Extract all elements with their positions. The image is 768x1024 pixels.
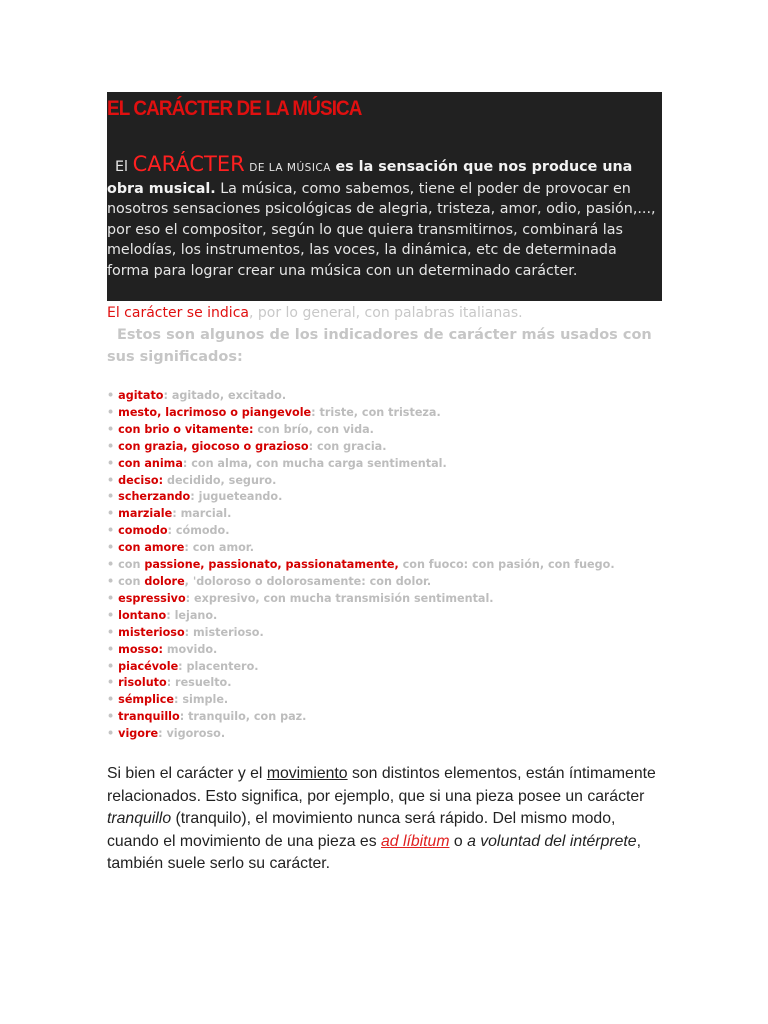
bullet-icon: • [107, 574, 115, 588]
term-item [107, 726, 662, 743]
term-item [107, 473, 662, 490]
bullet-icon: • [107, 591, 115, 605]
closing-italic-2: a voluntad del intérprete [467, 832, 637, 850]
term-item [107, 422, 662, 439]
term-item [107, 439, 662, 456]
closing-text-5: , también suele serlo su carácter. [107, 832, 641, 873]
term-prefix: con [118, 574, 145, 588]
term-name: lontano [118, 608, 167, 622]
term-name: misterioso [118, 625, 185, 639]
term-name: sémplice [118, 693, 174, 707]
closing-text-3: (tranquilo), el movimiento nunca será rápido. Del mismo modo, cuando el movimiento de una pieza es [107, 810, 616, 850]
bullet-icon: • [107, 558, 115, 572]
term-name: con amore [118, 541, 185, 555]
term-item [107, 608, 662, 625]
page-title: EL CARÁCTER DE LA MÚSICA [107, 97, 362, 120]
term-definition: : agitado, excitado. [163, 389, 287, 402]
term-name: agitato [118, 389, 164, 402]
closing-text-1: Si bien el carácter y el [107, 765, 267, 783]
intro-de-la-musica: DE LA MÚSICA [249, 162, 331, 174]
bullet-icon: • [107, 625, 115, 639]
term-item [107, 405, 662, 422]
intro-caracter: CARÁCTER [132, 152, 245, 176]
term-definition: : jugueteando. [190, 490, 283, 504]
bullet-icon: • [107, 710, 115, 724]
term-name: deciso: [118, 473, 164, 487]
term-name: risoluto [118, 676, 167, 690]
term-definition: : con gracia. [308, 439, 387, 453]
term-definition: : cómodo. [167, 524, 230, 538]
bullet-icon: • [107, 727, 115, 741]
term-item [107, 506, 662, 523]
bullet-icon: • [107, 422, 115, 436]
term-definition: : expresivo, con mucha transmisión sentimental. [185, 591, 494, 605]
term-name: dolore [144, 574, 185, 588]
term-item [107, 456, 662, 473]
term-definition: : simple. [173, 693, 229, 707]
subheading: Estos son algunos de los indicadores de carácter más usados con sus significados: [107, 327, 652, 365]
indicate-red: El carácter se indica [107, 305, 249, 321]
term-name: vigore [118, 727, 159, 741]
intro-bold: es la sensación que nos produce una obra musical. [107, 159, 633, 197]
term-name: scherzando [118, 490, 191, 504]
term-definition: : resuelto. [166, 676, 232, 690]
term-definition: : triste, con tristeza. [311, 405, 441, 419]
term-name: espressivo [118, 591, 186, 605]
term-item [107, 489, 662, 506]
bullet-icon: • [107, 405, 115, 419]
bullet-icon: • [107, 693, 115, 707]
term-item [107, 523, 662, 540]
term-name: mosso: [118, 642, 163, 656]
term-item [107, 557, 662, 574]
term-name: mesto, lacrimoso o piangevole [118, 405, 312, 419]
bullet-icon: • [107, 659, 115, 673]
term-name: comodo [118, 524, 168, 538]
term-name: con brio o vitamente: [118, 422, 254, 436]
document-page [107, 92, 662, 876]
term-definition: decidido, seguro. [163, 473, 277, 487]
term-list [107, 388, 662, 743]
term-definition: : con alma, con mucha carga sentimental. [182, 456, 447, 470]
term-name: tranquillo [118, 710, 180, 724]
term-name: marziale [118, 507, 173, 521]
intro-body: La música, como sabemos, tiene el poder de provocar en nosotros sensaciones psicológicas de alegria, tristeza, amor, odio, pasión,..., por eso el compositor, según lo que quiera transmitirnos, combinará las melodías, los instrumentos, las voces, la dinámica, etc de determinada forma para lograr crear una música con un determinado carácter. [107, 180, 656, 279]
bullet-icon: • [107, 507, 115, 521]
ad-libitum-link[interactable]: ad líbitum [381, 832, 450, 850]
term-definition: : marcial. [172, 507, 232, 521]
term-item [107, 574, 662, 591]
term-prefix: con [118, 558, 145, 572]
term-definition: : lejano. [166, 608, 218, 622]
term-item [107, 709, 662, 726]
term-definition: : vigoroso. [158, 727, 226, 741]
bullet-icon: • [107, 676, 115, 690]
term-definition: : con amor. [184, 541, 254, 555]
bullet-icon: • [107, 456, 115, 470]
movimiento-link[interactable]: movimiento [266, 765, 348, 783]
term-name: passione, passionato, passionatamente, [144, 558, 399, 572]
term-definition: con fuoco: con pasión, con fuego. [398, 558, 615, 572]
indicate-line [107, 303, 662, 324]
closing-italic-1: tranquillo [107, 810, 172, 828]
term-item [107, 625, 662, 642]
term-item [107, 675, 662, 692]
term-item [107, 540, 662, 557]
closing-paragraph [107, 763, 662, 876]
title-box [107, 92, 662, 301]
closing-text-2: son distintos elementos, están íntimamente relacionados. Esto significa, por ejemplo, que si una pieza posee un carácter [107, 765, 656, 805]
intro-paragraph [107, 120, 662, 281]
term-definition: con brío, con vida. [253, 422, 374, 436]
term-item [107, 642, 662, 659]
term-definition: : misterioso. [184, 625, 264, 639]
bullet-icon: • [107, 389, 115, 402]
indicate-grey: , por lo general, con palabras italianas. [248, 305, 523, 321]
term-name: con grazia, giocoso o grazioso [118, 439, 309, 453]
term-name: con anima [118, 456, 183, 470]
bullet-icon: • [107, 439, 115, 453]
closing-text-4: o [449, 832, 468, 850]
intro-el: El [115, 159, 129, 175]
term-item [107, 388, 662, 405]
term-definition: , 'doloroso o dolorosamente: con dolor. [184, 574, 432, 588]
bullet-icon: • [107, 473, 115, 487]
term-item [107, 692, 662, 709]
term-definition: movido. [162, 642, 218, 656]
term-item [107, 591, 662, 608]
bullet-icon: • [107, 608, 115, 622]
term-definition: : placentero. [178, 659, 259, 673]
bullet-icon: • [107, 524, 115, 538]
bullet-icon: • [107, 490, 115, 504]
term-name: piacévole [118, 659, 179, 673]
bullet-icon: • [107, 541, 115, 555]
term-definition: : tranquilo, con paz. [179, 710, 307, 724]
term-item [107, 659, 662, 676]
bullet-icon: • [107, 642, 115, 656]
